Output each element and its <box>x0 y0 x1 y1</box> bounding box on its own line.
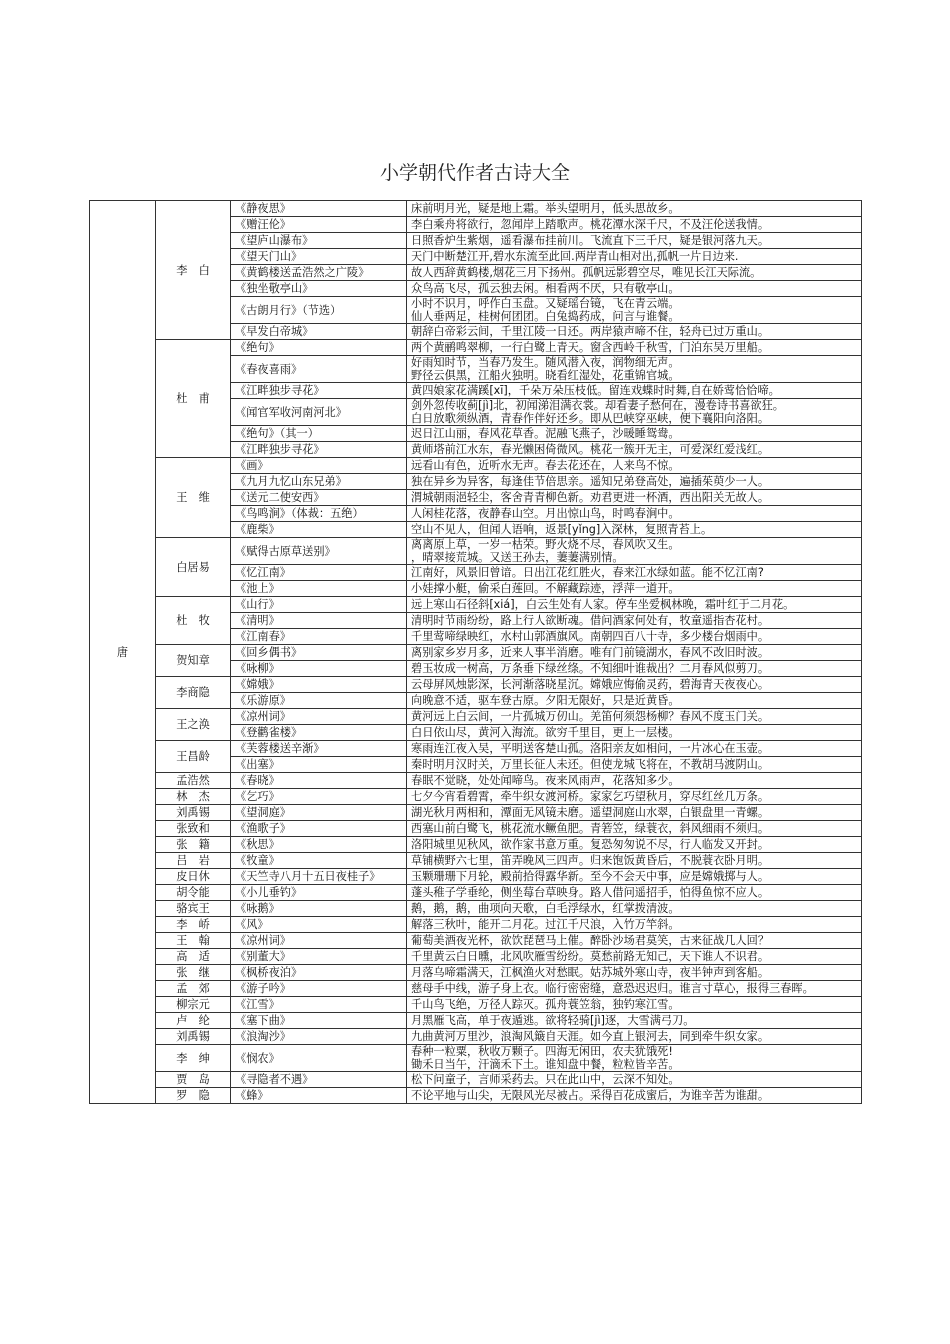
poem-table-body <box>90 201 862 1104</box>
poem-text-cell <box>407 917 862 933</box>
poem-title-cell: 《回乡偶书》 <box>231 645 407 661</box>
poem-title-cell: 《春夜喜雨》 <box>231 356 407 383</box>
poem-text-cell <box>407 933 862 949</box>
poem-text-cell <box>407 506 862 522</box>
poem-line: 千里莺啼绿映红，水村山郭酒旗风。南朝四百八十寺，多少楼台烟雨中。 <box>411 630 770 643</box>
author-cell: 张致和 <box>156 821 231 837</box>
poem-line: 李白乘舟将欲行，忽闻岸上踏歌声。桃花潭水深千尺，不及汪伦送我情。 <box>411 218 770 231</box>
poem-line: 白日放歌须纵酒，青春作伴好还乡。即从巴峡穿巫峡，便下襄阳向洛阳。 <box>411 412 770 425</box>
author-cell: 骆宾王 <box>156 901 231 917</box>
poem-title-cell: 《别董大》 <box>231 949 407 965</box>
table-row <box>90 869 862 885</box>
poem-text-cell <box>407 442 862 458</box>
table-row <box>90 885 862 901</box>
poem-line: 湖光秋月两相和，潭面无风镜未磨。遥望洞庭山水翠，白银盘里一青螺。 <box>411 806 770 819</box>
table-row <box>90 997 862 1013</box>
poem-title-cell: 《风》 <box>231 917 407 933</box>
poem-title-cell: 《咏鹅》 <box>231 901 407 917</box>
poem-title-cell: 《望庐山瀑布》 <box>231 233 407 249</box>
author-cell: 刘禹锡 <box>156 805 231 821</box>
poem-text-cell <box>407 837 862 853</box>
poem-text-cell <box>407 965 862 981</box>
poem-text-cell <box>407 709 862 725</box>
poem-line: 两个黄鹂鸣翠柳，一行白鹭上青天。窗含西岭千秋雪，门泊东吴万里船。 <box>411 341 770 354</box>
poem-text-cell <box>407 789 862 805</box>
poem-line: 好雨知时节，当春乃发生。随风潜入夜，润物细无声。 <box>411 356 680 369</box>
poem-line: 野径云俱黑，江船火独明。晓看红湿处，花重锦官城。 <box>411 369 680 382</box>
poem-text-cell <box>407 613 862 629</box>
poem-text-cell <box>407 901 862 917</box>
poem-title-cell: 《蜂》 <box>231 1088 407 1104</box>
poem-text-cell <box>407 522 862 538</box>
poem-title-cell: 《秋思》 <box>231 837 407 853</box>
table-row <box>90 741 862 757</box>
poem-title-cell: 《凉州词》 <box>231 709 407 725</box>
poem-text-cell <box>407 233 862 249</box>
table-row <box>90 933 862 949</box>
poem-line: 黄河远上白云间，一片孤城万仞山。羌笛何须怨杨柳？春风不度玉门关。 <box>411 710 770 723</box>
poem-text-cell <box>407 201 862 217</box>
author-cell: 孟浩然 <box>156 773 231 789</box>
poem-text-cell <box>407 805 862 821</box>
poem-line: 日照香炉生紫烟，遥看瀑布挂前川。飞流直下三千尺，疑是银河落九天。 <box>411 234 770 247</box>
author-cell: 贾 岛 <box>156 1072 231 1088</box>
poem-text-cell <box>407 741 862 757</box>
poem-title-cell: 《山行》 <box>231 597 407 613</box>
poem-title-cell: 《悯农》 <box>231 1045 407 1072</box>
document-title: 小学朝代作者古诗大全 <box>379 162 570 184</box>
table-row <box>90 645 862 661</box>
poem-line: 剑外忽传收蓟[jì]北，初闻涕泪满衣裳。却看妻子愁何在，漫卷诗书喜欲狂。 <box>411 399 784 412</box>
table-row <box>90 837 862 853</box>
table-row <box>90 1013 862 1029</box>
poem-title-cell: 《乐游原》 <box>231 693 407 709</box>
poem-text-cell <box>407 885 862 901</box>
author-cell: 张 籍 <box>156 837 231 853</box>
author-cell: 王 翰 <box>156 933 231 949</box>
poem-line: 锄禾日当午，汗滴禾下土。谁知盘中餐，粒粒皆辛苦。 <box>411 1058 680 1071</box>
poem-title-cell: 《古朗月行》（节选） <box>231 297 407 324</box>
poem-title-cell: 《绝句》 <box>231 340 407 356</box>
poem-line: 故人西辞黄鹤楼,烟花三月下扬州。孤帆远影碧空尽，唯见长江天际流。 <box>411 266 762 279</box>
poem-text-cell <box>407 581 862 597</box>
poem-line: 寒雨连江夜入吴，平明送客楚山孤。洛阳亲友如相问，一片冰心在玉壶。 <box>411 742 770 755</box>
author-cell: 贺知章 <box>156 645 231 677</box>
poem-title-cell: 《天竺寺八月十五日夜桂子》 <box>231 869 407 885</box>
poem-text-cell <box>407 340 862 356</box>
author-cell: 王 维 <box>156 458 231 538</box>
poem-title-cell: 《塞下曲》 <box>231 1013 407 1029</box>
poem-line: 仙人垂两足，桂树何团团。白兔捣药成，问言与谁餐。 <box>411 310 680 323</box>
poem-line: 清明时节雨纷纷，路上行人欲断魂。借问酒家何处有，牧童遥指杏花村。 <box>411 614 770 627</box>
poem-title-cell: 《枫桥夜泊》 <box>231 965 407 981</box>
author-cell: 柳宗元 <box>156 997 231 1013</box>
poem-title-cell: 《芙蓉楼送辛渐》 <box>231 741 407 757</box>
table-row <box>90 201 862 217</box>
table-row <box>90 789 862 805</box>
poem-title-cell: 《赠汪伦》 <box>231 217 407 233</box>
poem-title-cell: 《春晓》 <box>231 773 407 789</box>
poem-title-cell: 《小儿垂钓》 <box>231 885 407 901</box>
poem-line: 离离原上草，一岁一枯荣。野火烧不尽，春风吹又生。 <box>411 538 680 551</box>
poem-title-cell: 《浪淘沙》 <box>231 1029 407 1045</box>
poem-title-cell: 《静夜思》 <box>231 201 407 217</box>
poem-title-cell: 《赋得古原草送别》 <box>231 538 407 565</box>
poem-title-cell: 《咏柳》 <box>231 661 407 677</box>
poem-line: 迟日江山丽，春风花草香。泥融飞燕子，沙暖睡鸳鸯。 <box>411 427 680 440</box>
poem-text-cell <box>407 1045 862 1072</box>
poem-text-cell <box>407 217 862 233</box>
poem-line: 千山鸟飞绝，万径人踪灭。孤舟蓑笠翁，独钓寒江雪。 <box>411 998 680 1011</box>
poem-line: 离别家乡岁月多，近来人事半消磨。唯有门前镜湖水，春风不改旧时波。 <box>411 646 770 659</box>
poem-text-cell <box>407 821 862 837</box>
poem-line: 草铺横野六七里，笛弄晚风三四声。归来饱饭黄昏后，不脱蓑衣卧月明。 <box>411 854 770 867</box>
poem-text-cell <box>407 949 862 965</box>
poem-title-cell: 《绝句》（其一） <box>231 426 407 442</box>
table-row <box>90 709 862 725</box>
poem-text-cell <box>407 565 862 581</box>
author-cell: 林 杰 <box>156 789 231 805</box>
poem-line: 床前明月光，疑是地上霜。举头望明月，低头思故乡。 <box>411 202 680 215</box>
table-row <box>90 458 862 474</box>
poem-line: 碧玉妆成一树高，万条垂下绿丝绦。不知细叶谁裁出？二月春风似剪刀。 <box>411 662 770 675</box>
poem-line: 不论平地与山尖，无限风光尽被占。采得百花成蜜后，为谁辛苦为谁甜。 <box>411 1089 770 1102</box>
poem-title-cell: 《渔歌子》 <box>231 821 407 837</box>
poem-text-cell <box>407 426 862 442</box>
table-row <box>90 853 862 869</box>
poem-text-cell <box>407 981 862 997</box>
poem-line: 月落乌啼霜满天，江枫渔火对愁眠。姑苏城外寒山寺，夜半钟声到客船。 <box>411 966 770 979</box>
poem-text-cell <box>407 249 862 265</box>
author-cell: 李 白 <box>156 201 231 340</box>
author-cell: 杜 甫 <box>156 340 231 458</box>
poem-line: 江南好，风景旧曾谙。日出江花红胜火，春来江水绿如蓝。能不忆江南? <box>411 566 764 579</box>
poem-line: 九曲黄河万里沙，浪淘风簸自天涯。如今直上银河去，同到牵牛织女家。 <box>411 1030 770 1043</box>
poem-title-cell: 《望天门山》 <box>231 249 407 265</box>
poem-line: 天门中断楚江开,碧水东流至此回.两岸青山相对出,孤帆一片日边来. <box>411 250 739 263</box>
table-row <box>90 1088 862 1104</box>
table-row <box>90 821 862 837</box>
poem-line: 小娃撑小艇，偷采白莲回。不解藏踪迹，浮萍一道开。 <box>411 582 680 595</box>
table-row <box>90 1029 862 1045</box>
poem-text-cell <box>407 997 862 1013</box>
table-row <box>90 677 862 693</box>
poem-title-cell: 《清明》 <box>231 613 407 629</box>
table-row <box>90 901 862 917</box>
author-cell: 皮日休 <box>156 869 231 885</box>
poem-text-cell <box>407 399 862 426</box>
table-row <box>90 949 862 965</box>
poem-line: 解落三秋叶，能开二月花。过江千尺浪，入竹万竿斜。 <box>411 918 680 931</box>
table-row <box>90 1072 862 1088</box>
poem-title-cell: 《鹿柴》 <box>231 522 407 538</box>
author-cell: 李商隐 <box>156 677 231 709</box>
poem-line: 春眠不觉晓，处处闻啼鸟。夜来风雨声，花落知多少。 <box>411 774 680 787</box>
poem-line: 黄四娘家花满蹊[xī]，千朵万朵压枝低。留连戏蝶时时舞,自在娇莺恰恰啼。 <box>411 384 780 397</box>
poem-text-cell <box>407 773 862 789</box>
author-cell: 王昌龄 <box>156 741 231 773</box>
poem-title-cell: 《闻官军收河南河北》 <box>231 399 407 426</box>
poem-line: 千里黄云白日曛，北风吹雁雪纷纷。莫愁前路无知己，天下谁人不识君。 <box>411 950 770 963</box>
poem-line: 月黑雁飞高，单于夜遁逃。欲将轻骑[jì]逐，大雪满弓刀。 <box>411 1014 695 1027</box>
poem-line: 玉颗珊珊下月轮，殿前拾得露华新。至今不会天中事，应是嫦娥掷与人。 <box>411 870 770 883</box>
poem-text-cell <box>407 757 862 773</box>
poem-line: 向晚意不适，驱车登古原。夕阳无限好，只是近黄昏。 <box>411 694 680 707</box>
poem-title-cell: 《鸟鸣涧》（体裁：五绝） <box>231 506 407 522</box>
poem-line: 黄师塔前江水东，春光懒困倚微风。桃花一簇开无主，可爱深红爱浅红。 <box>411 443 770 456</box>
author-cell: 刘禹锡 <box>156 1029 231 1045</box>
poem-text-cell <box>407 1029 862 1045</box>
poem-text-cell <box>407 725 862 741</box>
poem-line: 春种一粒粟，秋收万颗子。四海无闲田，农夫犹饿死! <box>411 1045 673 1058</box>
author-cell: 杜 牧 <box>156 597 231 645</box>
poem-title-cell: 《忆江南》 <box>231 565 407 581</box>
table-row <box>90 1045 862 1072</box>
poem-title-cell: 《登鹳雀楼》 <box>231 725 407 741</box>
table-row <box>90 597 862 613</box>
poem-line: 七夕今宵看碧霄，牵牛织女渡河桥。家家乞巧望秋月，穿尽红丝几万条。 <box>411 790 770 803</box>
poem-title-cell: 《乞巧》 <box>231 789 407 805</box>
poem-text-cell <box>407 645 862 661</box>
poem-title-cell: 《江畔独步寻花》 <box>231 442 407 458</box>
poem-title-cell: 《牧童》 <box>231 853 407 869</box>
author-cell: 王之涣 <box>156 709 231 741</box>
table-row <box>90 965 862 981</box>
poem-title-cell: 《九月九忆山东兄弟》 <box>231 474 407 490</box>
poem-text-cell <box>407 458 862 474</box>
poem-title-cell: 《江南春》 <box>231 629 407 645</box>
author-cell: 卢 纶 <box>156 1013 231 1029</box>
poem-text-cell <box>407 1013 862 1029</box>
poem-table <box>89 200 862 1104</box>
poem-line: 鹅，鹅，鹅，曲项向天歌，白毛浮绿水，红掌拨清波。 <box>411 902 680 915</box>
poem-text-cell <box>407 281 862 297</box>
poem-title-cell: 《江雪》 <box>231 997 407 1013</box>
poem-line: 远看山有色，近听水无声。春去花还在，人来鸟不惊。 <box>411 459 680 472</box>
poem-line: ，晴翠接荒城。又送王孙去，萋萋满别情。 <box>411 551 624 564</box>
poem-title-cell: 《画》 <box>231 458 407 474</box>
author-cell: 孟 郊 <box>156 981 231 997</box>
poem-text-cell <box>407 324 862 340</box>
author-cell: 张 继 <box>156 965 231 981</box>
poem-title-cell: 《江畔独步寻花》 <box>231 383 407 399</box>
poem-text-cell <box>407 693 862 709</box>
poem-title-cell: 《嫦娥》 <box>231 677 407 693</box>
poem-text-cell <box>407 629 862 645</box>
author-cell: 李 绅 <box>156 1045 231 1072</box>
poem-text-cell <box>407 538 862 565</box>
poem-line: 葡萄美酒夜光杯，欲饮琵琶马上催。醉卧沙场君莫笑，古来征战几人回？ <box>411 934 770 947</box>
poem-title-cell: 《凉州词》 <box>231 933 407 949</box>
author-cell: 高 适 <box>156 949 231 965</box>
poem-line: 秦时明月汉时关，万里长征人未还。但使龙城飞将在，不教胡马渡阴山。 <box>411 758 770 771</box>
poem-title-cell: 《池上》 <box>231 581 407 597</box>
poem-line: 朝辞白帝彩云间，千里江陵一日还。两岸猿声啼不住，轻舟已过万重山。 <box>411 325 770 338</box>
table-row <box>90 917 862 933</box>
poem-text-cell <box>407 265 862 281</box>
poem-line: 松下问童子，言师采药去。只在此山中，云深不知处。 <box>411 1073 680 1086</box>
poem-title-cell: 《游子吟》 <box>231 981 407 997</box>
poem-text-cell <box>407 1072 862 1088</box>
poem-line: 小时不识月，呼作白玉盘。又疑瑶台镜，飞在青云端。 <box>411 297 680 310</box>
author-cell: 罗 隐 <box>156 1088 231 1104</box>
poem-title-cell: 《独坐敬亭山》 <box>231 281 407 297</box>
poem-text-cell <box>407 597 862 613</box>
poem-text-cell <box>407 474 862 490</box>
poem-line: 洛阳城里见秋风，欲作家书意万重。复恐匆匆说不尽，行人临发又开封。 <box>411 838 770 851</box>
poem-text-cell <box>407 869 862 885</box>
author-cell: 吕 岩 <box>156 853 231 869</box>
author-cell: 白居易 <box>156 538 231 597</box>
poem-text-cell <box>407 1088 862 1104</box>
poem-text-cell <box>407 356 862 383</box>
poem-line: 云母屏风烛影深，长河渐落晓星沉。嫦娥应悔偷灵药，碧海青天夜夜心。 <box>411 678 770 691</box>
table-row <box>90 773 862 789</box>
poem-text-cell <box>407 383 862 399</box>
poem-title-cell: 《寻隐者不遇》 <box>231 1072 407 1088</box>
poem-line: 空山不见人，但闻人语响，返景[yǐng]入深林，复照青苔上。 <box>411 523 713 536</box>
poem-text-cell <box>407 853 862 869</box>
poem-line: 慈母手中线，游子身上衣。临行密密缝，意恐迟迟归。谁言寸草心，报得三春晖。 <box>411 982 814 995</box>
poem-line: 独在异乡为异客，每逢佳节倍思亲。遥知兄弟登高处，遍插茱萸少一人。 <box>411 475 770 488</box>
poem-text-cell <box>407 677 862 693</box>
table-row <box>90 805 862 821</box>
poem-text-cell <box>407 490 862 506</box>
poem-title-cell: 《望洞庭》 <box>231 805 407 821</box>
poem-title-cell: 《送元二使安西》 <box>231 490 407 506</box>
poem-line: 远上寒山石径斜[xiá]，白云生处有人家。停车坐爱枫林晚，霜叶红于二月花。 <box>411 598 795 611</box>
author-cell: 李 峤 <box>156 917 231 933</box>
poem-line: 白日依山尽，黄河入海流。欲穷千里目，更上一层楼。 <box>411 726 680 739</box>
poem-title-cell: 《早发白帝城》 <box>231 324 407 340</box>
poem-text-cell <box>407 661 862 677</box>
dynasty-cell: 唐 <box>90 201 156 1104</box>
table-row <box>90 538 862 565</box>
poem-line: 众鸟高飞尽，孤云独去闲。相看两不厌，只有敬亭山。 <box>411 282 680 295</box>
author-cell: 胡令能 <box>156 885 231 901</box>
poem-title-cell: 《黄鹤楼送孟浩然之广陵》 <box>231 265 407 281</box>
poem-text-cell <box>407 297 862 324</box>
poem-line: 西塞山前白鹭飞，桃花流水鳜鱼肥。青箬笠，绿蓑衣，斜风细雨不须归。 <box>411 822 770 835</box>
poem-line: 人闲桂花落，夜静春山空。月出惊山鸟，时鸣春涧中。 <box>411 507 680 520</box>
table-row <box>90 981 862 997</box>
poem-title-cell: 《出塞》 <box>231 757 407 773</box>
poem-line: 渭城朝雨浥轻尘，客舍青青柳色新。劝君更进一杯酒，西出阳关无故人。 <box>411 491 770 504</box>
poem-line: 蓬头稚子学垂纶，侧坐莓台草映身。路人借问遥招手，怕得鱼惊不应人。 <box>411 886 770 899</box>
table-row <box>90 340 862 356</box>
